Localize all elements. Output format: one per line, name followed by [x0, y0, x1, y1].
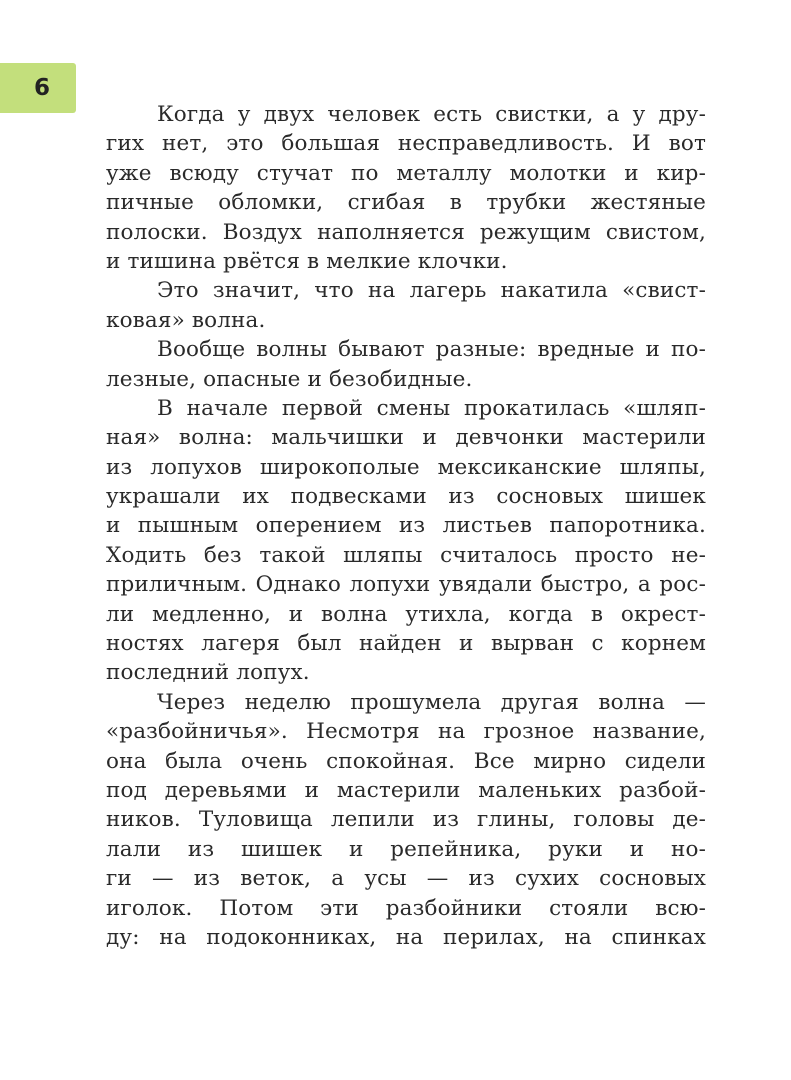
- text-line: ностях лагеря был найден и вырван с корнем: [106, 631, 706, 657]
- text-line: Через неделю прошумела другая волна —: [157, 689, 706, 715]
- text-line: ковая» волна.: [106, 307, 266, 333]
- text-line: Когда у двух человек есть свистки, а у дру-: [157, 102, 706, 127]
- text-line: из лопухов широкополые мексиканские шляпы,: [106, 454, 706, 480]
- page-number-tab: [0, 63, 76, 113]
- text-line: Это значит, что на лагерь накатила «свист-: [157, 278, 706, 304]
- text-line: гих нет, это большая несправедливость. И вот: [106, 131, 706, 157]
- text-line: ли медленно, и волна утихла, когда в окрест-: [106, 601, 706, 627]
- text-line: лезные, опасные и безобидные.: [106, 366, 473, 392]
- text-line: пичные обломки, сгибая в трубки жестяные: [106, 190, 706, 216]
- text-line: и пышным оперением из листьев папоротника.: [106, 513, 706, 539]
- text-line: «разбойничья». Несмотря на грозное название,: [106, 719, 706, 745]
- text-line: уже всюду стучат по металлу молотки и кир-: [106, 160, 706, 186]
- text-line: украшали их подвесками из сосновых шишек: [106, 484, 706, 510]
- text-line: ная» волна: мальчишки и девчонки мастерили: [106, 425, 706, 451]
- text-line: последний лопух.: [106, 660, 310, 686]
- text-line: и тишина рвётся в мелкие клочки.: [106, 248, 508, 274]
- page-number: 6: [34, 75, 51, 101]
- text-line: иголок. Потом эти разбойники стояли всю-: [106, 895, 706, 921]
- text-line: под деревьями и мастерили маленьких разбой-: [106, 777, 706, 803]
- text-line: Ходить без такой шляпы считалось просто не-: [106, 542, 706, 568]
- text-line: полоски. Воздух наполняется режущим свистом,: [106, 219, 706, 245]
- text-line: Вообще волны бывают разные: вредные и по-: [157, 337, 706, 363]
- body-text: [106, 100, 706, 952]
- text-line: ников. Туловища лепили из глины, головы де-: [106, 807, 706, 833]
- text-line: приличным. Однако лопухи увядали быстро, а рос-: [106, 572, 706, 598]
- text-line: В начале первой смены прокатилась «шляп-: [157, 395, 706, 421]
- text-line: она была очень спокойная. Все мирно сидели: [106, 748, 706, 774]
- text-line: лали из шишек и репейника, руки и но-: [106, 836, 706, 862]
- text-line: ду: на подоконниках, на перилах, на спинках: [106, 924, 706, 950]
- text-line: ги — из веток, а усы — из сухих сосновых: [106, 866, 706, 892]
